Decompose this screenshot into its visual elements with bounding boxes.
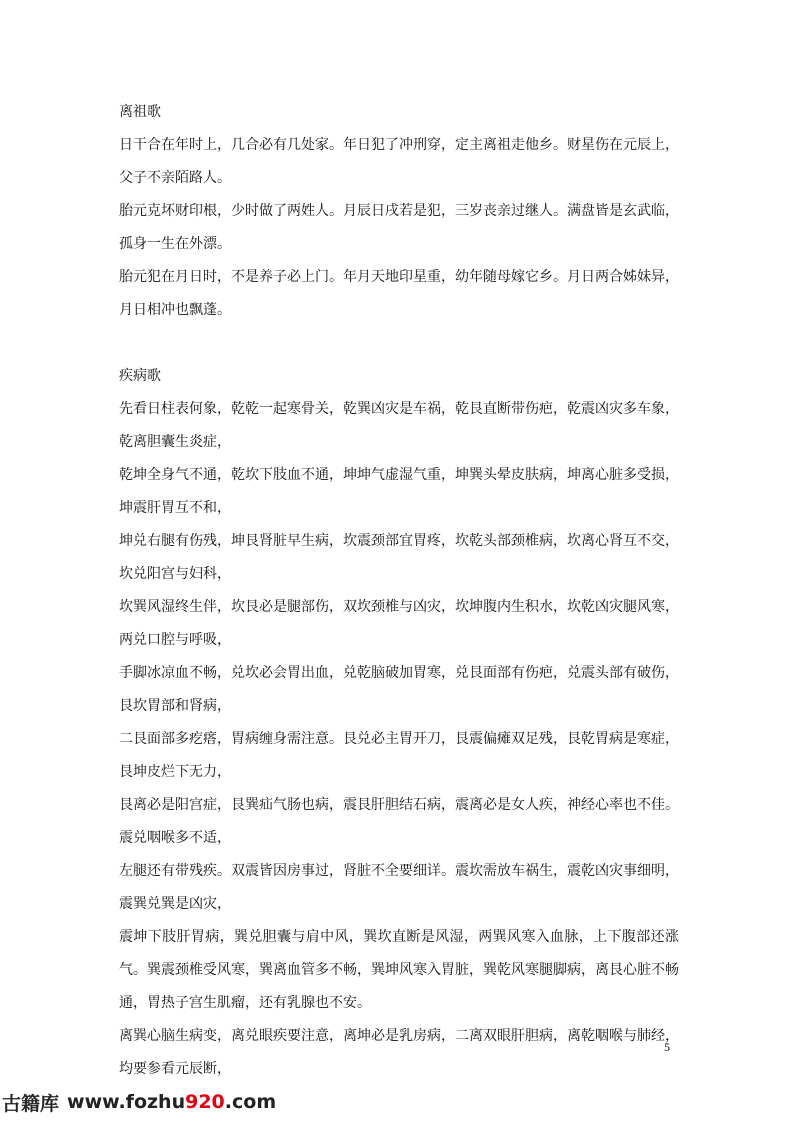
paragraph: 胎元犯在月日时，不是养子必上门。年月天地印星重，幼年随母嫁它乡。月日两合姊妹异，月日相冲也飘蓬。 [119,269,679,318]
document-body [119,96,679,1086]
site-watermark [0,1084,276,1120]
paragraph: 坎巽风湿终生伴，坎艮必是腿部伤，双坎颈椎与凶灾，坎坤腹内生积水，坎乾凶灾腿风寒，两兑口腔与呼吸， [119,599,679,648]
paragraph: 离巽心脑生病变，离兑眼疾要注意，离坤必是乳房病，二离双眼肝胆病，离乾咽喉与肺经，均要参看元辰断， [119,1028,679,1077]
paragraph: 二艮面部多疙瘩，胃病缠身需注意。艮兑必主胃开刀，艮震偏瘫双足残，艮乾胃病是寒症，艮坤皮烂下无力， [119,731,679,780]
section-title-jibing: 疾病歌 [119,368,161,384]
paragraph: 艮离必是阳宫症，艮巽疝气肠也病，震艮肝胆结石病，震离必是女人疾，神经心率也不佳。震兑咽喉多不适， [119,797,679,846]
section-spacer [119,327,679,360]
watermark-url-suffix: .com [224,1091,277,1113]
watermark-url-prefix: www.fozhu [67,1091,186,1113]
section-title-lizu: 离祖歌 [119,104,161,120]
paragraph: 左腿还有带残疾。双震皆因房事过，肾脏不全要细详。震坎需放车祸生，震乾凶灾事细明，震巽兑巽是凶灾， [119,863,679,912]
watermark-site-name: 古籍库 [2,1092,60,1115]
paragraph: 先看日柱表何象，乾乾一起寒骨关，乾巽凶灾是车祸，乾艮直断带伤疤，乾震凶灾多车象，乾离胆囊生炎症， [119,401,679,450]
page-number: 5 [664,1040,670,1054]
paragraph: 胎元克坏财印根，少时做了两姓人。月辰日戌若是犯，三岁丧亲过继人。满盘皆是玄武临，孤身一生在外漂。 [119,203,679,252]
watermark-url-number: 920 [185,1091,225,1113]
paragraph: 震坤下肢肝胃病，巽兑胆囊与肩中风，巽坎直断是风湿，两巽风寒入血脉，上下腹部还涨气。巽震颈椎受风寒，巽离血管多不畅，巽坤风寒入胃脏，巽乾风寒腿脚病，离艮心脏不畅通，胃热子宫生肌瘤，还有乳腺也不安。 [119,929,679,1011]
paragraph: 手脚冰凉血不畅，兑坎必会胃出血，兑乾脑破加胃寒，兑艮面部有伤疤，兑震头部有破伤，艮坎胃部和肾病， [119,665,679,714]
paragraph: 日干合在年时上，几合必有几处家。年日犯了冲刑穿，定主离祖走他乡。财星伤在元辰上，父子不亲陌路人。 [119,137,679,186]
paragraph: 乾坤全身气不通，乾坎下肢血不通，坤坤气虚湿气重，坤巽头晕皮肤病，坤离心脏多受损，坤震肝胃互不和， [119,467,679,516]
paragraph: 坤兑右腿有伤残，坤艮肾脏早生病，坎震颈部宜胃疼，坎乾头部颈椎病，坎离心肾互不交，坎兑阳宫与妇科， [119,533,679,582]
